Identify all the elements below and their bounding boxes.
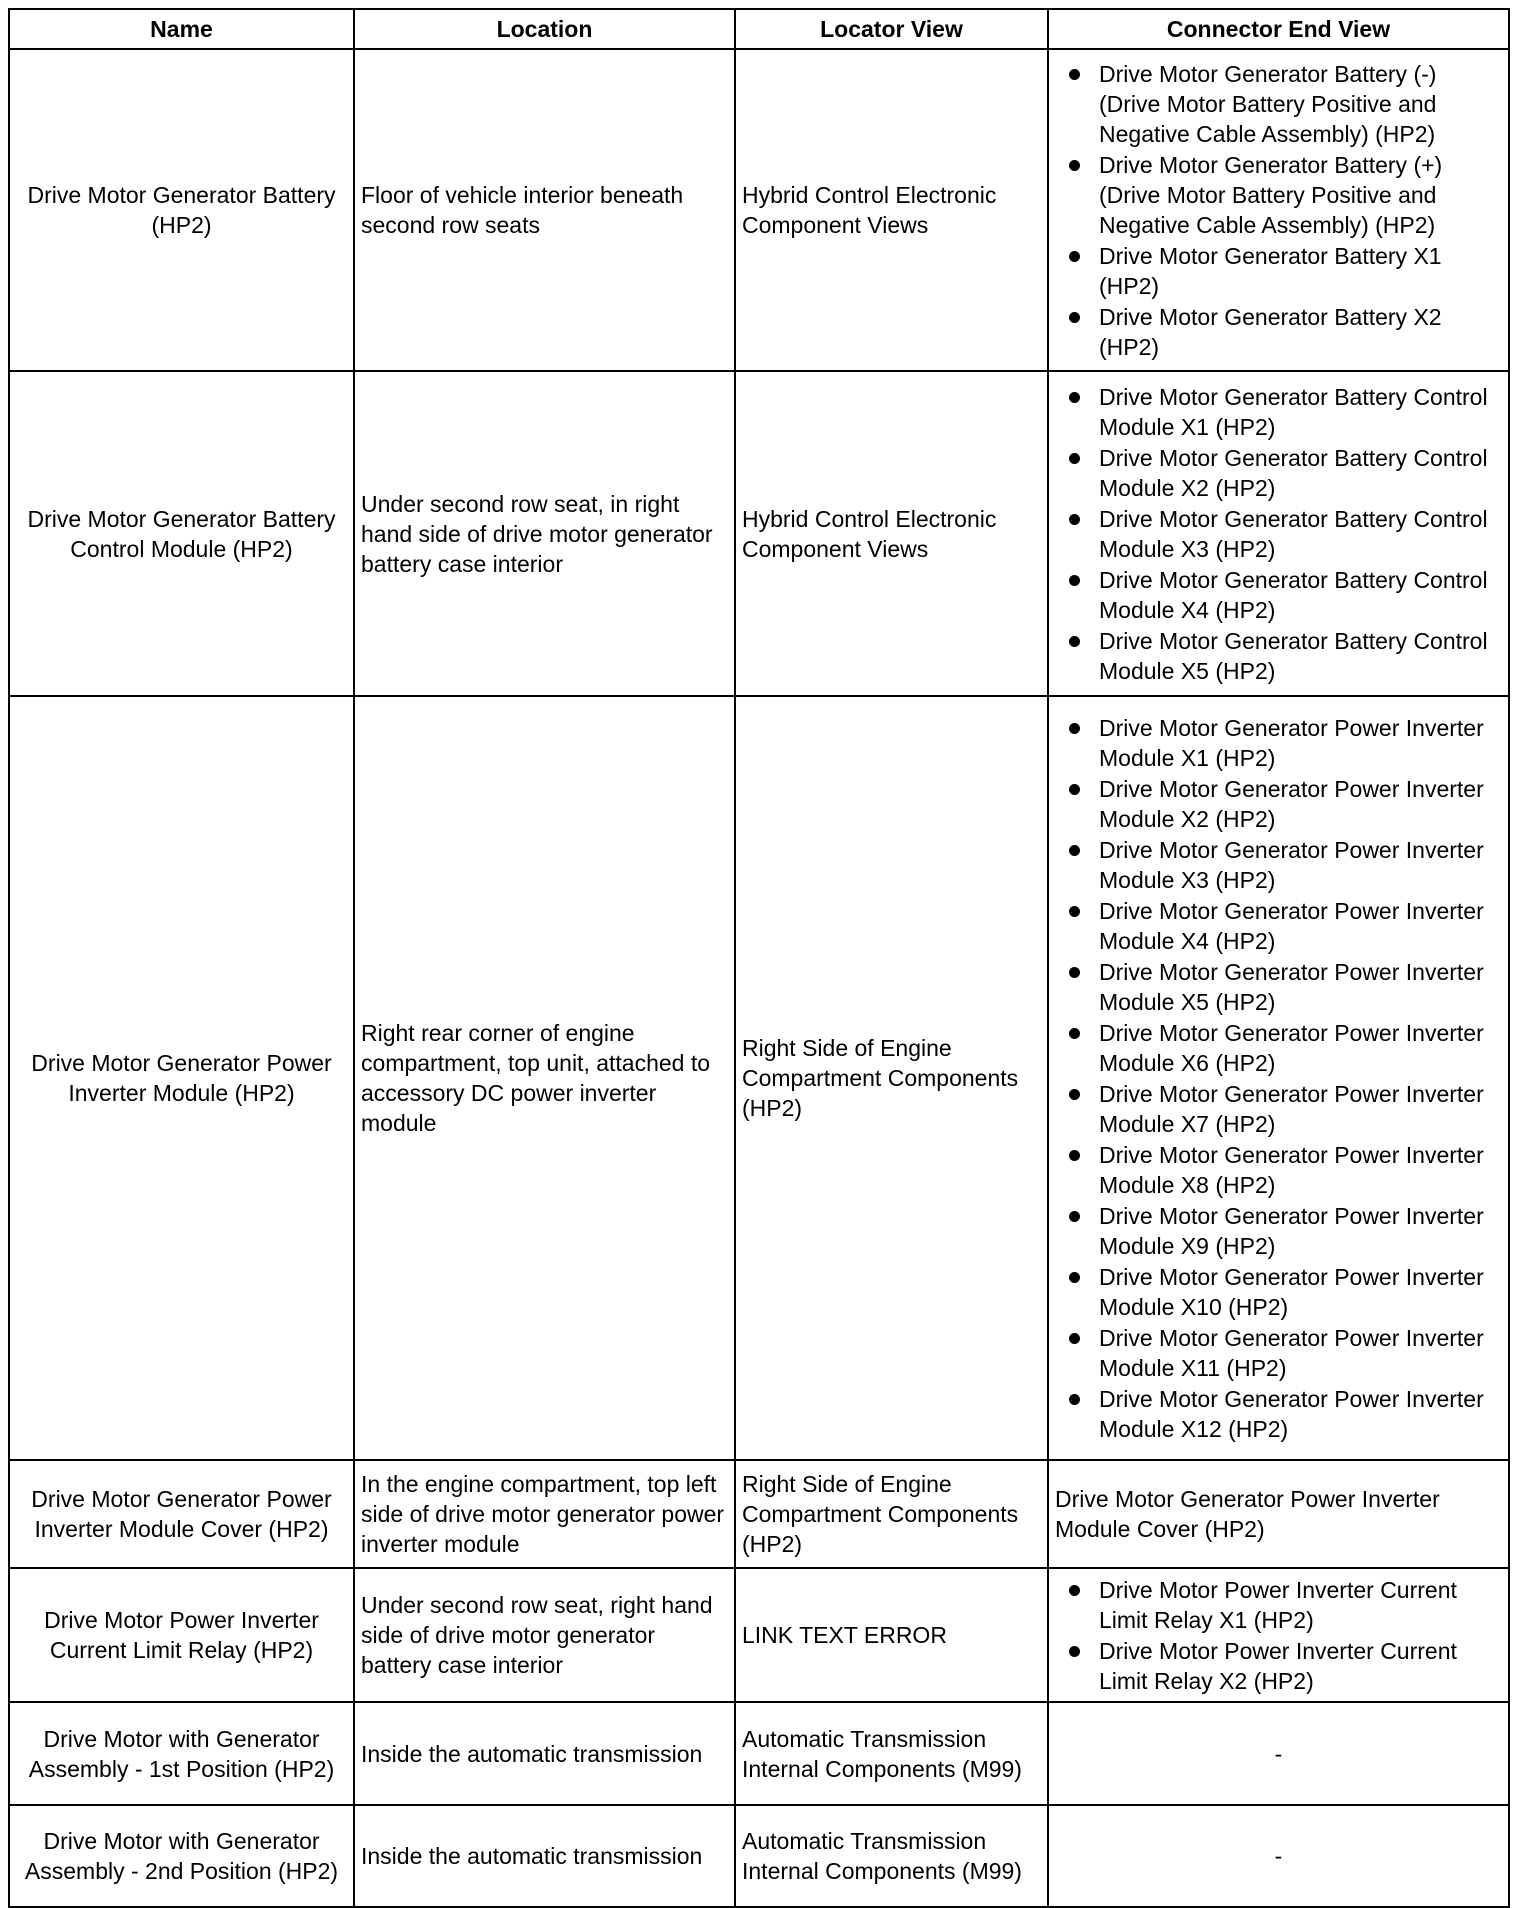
- connector-item[interactable]: Drive Motor Generator Power Inverter Module X7 (HP2): [1055, 1079, 1502, 1139]
- locator-view-cell[interactable]: Automatic Transmission Internal Components (M99): [735, 1702, 1048, 1805]
- connector-item[interactable]: Drive Motor Power Inverter Current Limit Relay X1 (HP2): [1055, 1575, 1502, 1635]
- table-row: [9, 49, 1509, 371]
- connector-item[interactable]: Drive Motor Generator Battery (+) (Drive Motor Battery Positive and Negative Cable Assembly) (HP2): [1055, 150, 1502, 240]
- table-row: [9, 371, 1509, 696]
- table-row: [9, 1568, 1509, 1702]
- name-cell: Drive Motor Generator Power Inverter Module Cover (HP2): [9, 1460, 354, 1568]
- connector-item[interactable]: Drive Motor Generator Battery Control Module X5 (HP2): [1055, 626, 1502, 686]
- connector-cell: -: [1048, 1805, 1509, 1907]
- connector-item[interactable]: Drive Motor Generator Battery X1 (HP2): [1055, 241, 1502, 301]
- name-cell: Drive Motor with Generator Assembly - 2nd Position (HP2): [9, 1805, 354, 1907]
- locator-view-cell[interactable]: Hybrid Control Electronic Component Views: [735, 49, 1048, 371]
- table-row: [9, 696, 1509, 1460]
- connector-cell: [1048, 1568, 1509, 1702]
- table-row: [9, 1460, 1509, 1568]
- location-cell: Floor of vehicle interior beneath second row seats: [354, 49, 735, 371]
- connector-cell: [1048, 49, 1509, 371]
- connector-item[interactable]: Drive Motor Generator Battery Control Module X4 (HP2): [1055, 565, 1502, 625]
- name-cell: Drive Motor with Generator Assembly - 1st Position (HP2): [9, 1702, 354, 1805]
- locator-view-cell[interactable]: Hybrid Control Electronic Component Views: [735, 371, 1048, 696]
- connector-item[interactable]: Drive Motor Generator Power Inverter Module X12 (HP2): [1055, 1384, 1502, 1444]
- connector-item[interactable]: Drive Motor Generator Power Inverter Module X6 (HP2): [1055, 1018, 1502, 1078]
- connector-item[interactable]: Drive Motor Generator Power Inverter Module X10 (HP2): [1055, 1262, 1502, 1322]
- connector-list: [1055, 1575, 1502, 1696]
- header-name: Name: [9, 9, 354, 49]
- connector-cell: [1048, 371, 1509, 696]
- name-cell: Drive Motor Power Inverter Current Limit Relay (HP2): [9, 1568, 354, 1702]
- connector-list: [1055, 382, 1502, 686]
- connector-item[interactable]: Drive Motor Generator Power Inverter Module X8 (HP2): [1055, 1140, 1502, 1200]
- connector-item[interactable]: Drive Motor Generator Battery X2 (HP2): [1055, 302, 1502, 362]
- connector-list: [1055, 713, 1502, 1444]
- header-locator-view: Locator View: [735, 9, 1048, 49]
- header-row: [9, 9, 1509, 49]
- connector-item[interactable]: Drive Motor Generator Power Inverter Module X11 (HP2): [1055, 1323, 1502, 1383]
- name-cell: Drive Motor Generator Battery (HP2): [9, 49, 354, 371]
- connector-item[interactable]: Drive Motor Generator Battery Control Module X3 (HP2): [1055, 504, 1502, 564]
- location-cell: Inside the automatic transmission: [354, 1805, 735, 1907]
- connector-item[interactable]: Drive Motor Generator Battery (-) (Drive Motor Battery Positive and Negative Cable Assembly) (HP2): [1055, 59, 1502, 149]
- table-row: [9, 1805, 1509, 1907]
- connector-item[interactable]: Drive Motor Generator Power Inverter Module X2 (HP2): [1055, 774, 1502, 834]
- locator-view-cell[interactable]: Right Side of Engine Compartment Components (HP2): [735, 1460, 1048, 1568]
- location-cell: Inside the automatic transmission: [354, 1702, 735, 1805]
- connector-item[interactable]: Drive Motor Generator Power Inverter Module X5 (HP2): [1055, 957, 1502, 1017]
- name-cell: Drive Motor Generator Battery Control Module (HP2): [9, 371, 354, 696]
- table-row: [9, 1702, 1509, 1805]
- location-cell: In the engine compartment, top left side of drive motor generator power inverter module: [354, 1460, 735, 1568]
- locator-view-cell: LINK TEXT ERROR: [735, 1568, 1048, 1702]
- connector-item[interactable]: Drive Motor Generator Power Inverter Module X4 (HP2): [1055, 896, 1502, 956]
- location-cell: Right rear corner of engine compartment, top unit, attached to accessory DC power inverter module: [354, 696, 735, 1460]
- connector-item[interactable]: Drive Motor Generator Battery Control Module X2 (HP2): [1055, 443, 1502, 503]
- header-location: Location: [354, 9, 735, 49]
- connector-cell: [1048, 696, 1509, 1460]
- connector-cell[interactable]: Drive Motor Generator Power Inverter Module Cover (HP2): [1048, 1460, 1509, 1568]
- connector-item[interactable]: Drive Motor Generator Battery Control Module X1 (HP2): [1055, 382, 1502, 442]
- connector-item[interactable]: Drive Motor Power Inverter Current Limit Relay X2 (HP2): [1055, 1636, 1502, 1696]
- connector-cell: -: [1048, 1702, 1509, 1805]
- component-locator-table: [8, 8, 1510, 1908]
- connector-item[interactable]: Drive Motor Generator Power Inverter Module X9 (HP2): [1055, 1201, 1502, 1261]
- connector-list: [1055, 59, 1502, 362]
- locator-view-cell[interactable]: Automatic Transmission Internal Components (M99): [735, 1805, 1048, 1907]
- header-connector-end-view: Connector End View: [1048, 9, 1509, 49]
- connector-item[interactable]: Drive Motor Generator Power Inverter Module X3 (HP2): [1055, 835, 1502, 895]
- location-cell: Under second row seat, right hand side of drive motor generator battery case interior: [354, 1568, 735, 1702]
- name-cell: Drive Motor Generator Power Inverter Module (HP2): [9, 696, 354, 1460]
- location-cell: Under second row seat, in right hand side of drive motor generator battery case interior: [354, 371, 735, 696]
- locator-view-cell[interactable]: Right Side of Engine Compartment Components (HP2): [735, 696, 1048, 1460]
- connector-item[interactable]: Drive Motor Generator Power Inverter Module X1 (HP2): [1055, 713, 1502, 773]
